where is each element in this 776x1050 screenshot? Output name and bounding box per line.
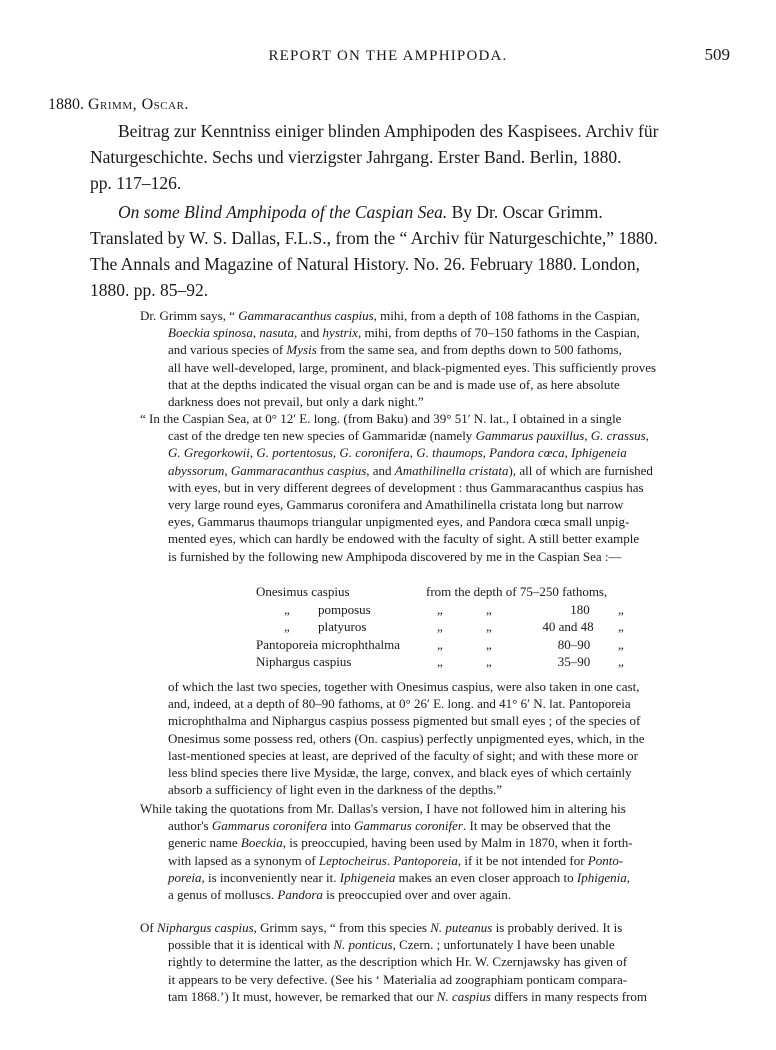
table-row: „ pomposus „ „ 180 „: [284, 601, 624, 617]
ref1-line: Naturgeschichte. Sechs und vierzigster Jahrgang. Erster Band. Berlin, 1880.: [90, 147, 622, 167]
ref1-line: pp. 117–126.: [90, 173, 182, 193]
ref1-line: Beitrag zur Kenntniss einiger blinden Amphipoden des Kaspisees. Archiv für: [118, 121, 659, 141]
entry-author: Grimm, Oscar.: [88, 96, 189, 113]
ref2-line: On some Blind Amphipoda of the Caspian Sea. By Dr. Oscar Grimm.: [118, 202, 603, 222]
para1-text: Dr. Grimm says, “ Gammaracanthus caspius, mihi, from a depth of 108 fathoms in the Caspian, Boeckia spinosa, nasuta, and hystrix, mihi, from depths of 70–150 fathoms in the Caspian, and various species of Mysis from the same sea, and from depths down to 500 fathoms, all have well-developed, large, prominent, and black-pigmented eyes. This sufficiently proves that at the depths indicated the visual organ can be and is made use of, as here absolute darkness does not prevail, but only a dark night.”: [140, 308, 657, 410]
para2-text: “ In the Caspian Sea, at 0° 12′ E. long. (from Baku) and 39° 51′ N. lat., I obtained in a single cast of the dredge ten new species of Gammaridæ (namely Gammarus pauxillus, G. crassus, G. Gregorkowii, G. portentosus, G. coronifera, G. thaumops, Pandora cœca, Iphigeneia abyssorum, Gammaracanthus caspius, and Amathilinella cristata), all of which are furnished with eyes, but in very different degrees of development : thus Gammaracanthus caspius has very large round eyes, Gammarus coronifera and Amathilinella cristata long but narrow eyes, Gammarus thaumops triangular unpigmented eyes, and Pandora cœca small unpig- mented eyes, which can hardly be endowed with the faculty of sight. A still better example is furnished by the following new Amphipoda discovered by me in the Caspian Sea :—: [140, 411, 653, 564]
ref2-line: The Annals and Magazine of Natural History. No. 26. February 1880. London,: [90, 254, 640, 274]
entry-heading: [48, 96, 189, 114]
para5-text: Of Niphargus caspius, Grimm says, “ from this species N. puteanus is probably derived. It is possible that it is identical with N. ponticus, Czern. ; unfortunately I have been unable rightly to determine the latter, as the description which Hr. W. Czernjawsky has given of it appears to be very defective. (See his ‘ Materialia ad zoographiam ponticam compara- tam 1868.’) It must, however, be remarked that our N. caspius differs in many respects from: [140, 920, 648, 1004]
para4-text: While taking the quotations from Mr. Dallas's version, I have not followed him in altering his author's Gammarus coronifera into Gammarus coronifer. It may be observed that the generic name Boeckia, is preoccupied, having been used by Malm in 1870, when it forth- with lapsed as a synonym of Leptocheirus. Pantoporeia, if it be not intended for Ponto- poreia, is inconveniently near it. Iphigeneia makes an even closer approach to Iphigenia, a genus of molluscs. Pandora is preoccupied over and over again.: [140, 801, 633, 903]
para3-text: of which the last two species, together with Onesimus caspius, were also taken in one cast, and, indeed, at a depth of 80–90 fathoms, at 0° 26′ E. long. and 41° 6′ N. lat. Pantoporeia microphthalma and Niphargus caspius possess pigmented but small eyes ; of the species of Onesimus some possess red, others (On. caspius) perfectly unpigmented eyes, which, in the last-mentioned species at least, are deprived of the faculty of sight; and with these more or less blind species there live Mysidæ, the large, convex, and black eyes of which certainly absorb a sufficiency of light even in the darkness of the depths.”: [168, 679, 645, 798]
table-row: Niphargus caspius „ „ 35–90 „: [256, 654, 624, 669]
table-row: „ platyuros „ „ 40 and 48 „: [284, 619, 624, 634]
page-number: 509: [704, 45, 730, 64]
table-header-row: Onesimus caspius from the depth of 75–250 fathoms,: [256, 584, 608, 599]
running-header-title: REPORT ON THE AMPHIPODA.: [268, 48, 508, 64]
entry-year: 1880.: [48, 96, 84, 113]
table-row: Pantoporeia microphthalma „ „ 80–90 „: [256, 636, 624, 652]
species-depth-table: [256, 584, 656, 672]
ref2-line: 1880. pp. 85–92.: [90, 280, 209, 300]
ref2-line: Translated by W. S. Dallas, F.L.S., from the “ Archiv für Naturgeschichte,” 1880.: [90, 228, 658, 248]
ref2-title: On some Blind Amphipoda of the Caspian Sea.: [118, 202, 448, 222]
